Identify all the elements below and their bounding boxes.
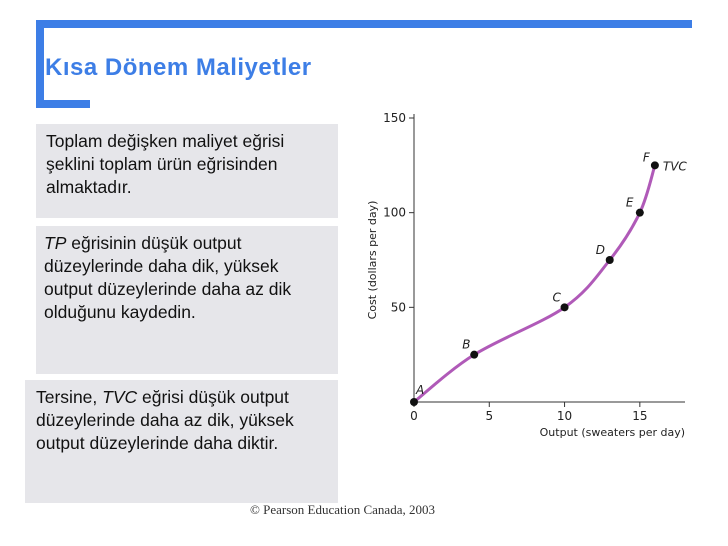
text-box-1-content: Toplam değişken maliyet eğrisi şeklini toplam ürün eğrisinden almaktadır.	[46, 131, 285, 197]
point-label-f: F	[642, 150, 650, 165]
data-point-c	[561, 303, 569, 311]
data-point-e	[636, 209, 644, 217]
tvc-term: TVC	[102, 387, 138, 407]
point-label-b: B	[462, 337, 471, 352]
point-label-d: D	[595, 243, 605, 257]
title-underline-bar	[36, 100, 90, 108]
data-point-d	[606, 256, 614, 264]
tvc-chart	[350, 100, 720, 445]
left-accent-bar	[36, 20, 44, 108]
x-axis-label: Output (sweaters per day)	[539, 426, 685, 439]
y-tick-label: 50	[390, 300, 406, 315]
text-box-3-body: eğrisi düşük output düzeylerinde daha az dik, yüksek output düzeylerinde daha diktir.	[36, 387, 294, 453]
y-axis-label: Cost (dollars per day)	[366, 200, 379, 320]
copyright-note: © Pearson Education Canada, 2003	[250, 502, 435, 517]
x-tick-label: 5	[485, 409, 494, 423]
text-box-3-lead: Tersine,	[36, 387, 103, 407]
tvc-curve	[414, 165, 655, 402]
series-label-tvc: TVC	[662, 159, 687, 174]
chart-points	[410, 150, 659, 406]
text-box-3-content	[36, 386, 330, 455]
slide-title: Kısa Dönem Maliyetler	[45, 54, 312, 81]
chart-ticks	[383, 111, 647, 423]
x-tick-label: 0	[410, 409, 418, 423]
top-accent-bar	[36, 20, 692, 28]
point-label-e: E	[625, 195, 634, 210]
point-label-c: C	[552, 290, 561, 305]
point-label-a: A	[416, 383, 425, 397]
text-box-2-content	[44, 232, 330, 324]
text-box-2-body: eğrisinin düşük output düzeylerinde daha dik, yüksek output düzeylerinde daha az dik olduğunu kaydedin.	[44, 233, 292, 322]
x-tick-label: 10	[556, 409, 573, 423]
text-box-1	[36, 124, 338, 218]
data-point-f	[651, 161, 659, 169]
y-tick-label: 150	[383, 111, 406, 125]
data-point-b	[470, 351, 478, 359]
text-box-3	[25, 380, 338, 503]
text-box-2	[36, 226, 338, 374]
x-tick-label: 15	[632, 409, 648, 423]
data-point-a	[410, 398, 418, 406]
y-tick-label: 100	[383, 205, 406, 220]
tp-term: TP	[44, 233, 67, 253]
